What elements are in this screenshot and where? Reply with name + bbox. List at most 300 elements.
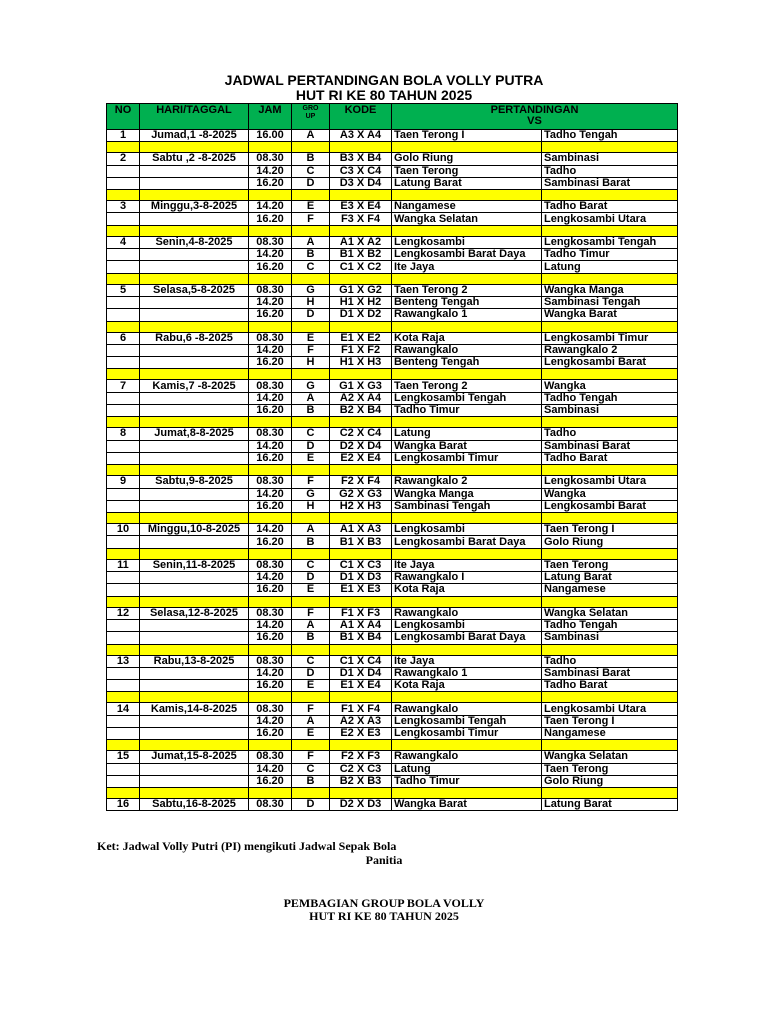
match-row xyxy=(107,236,678,248)
footer-panitia: Panitia xyxy=(365,853,403,867)
team-away-cell: Lengkosambi Tengah xyxy=(542,236,678,248)
day-date-cell: Rabu,13-8-2025 xyxy=(140,655,249,667)
match-time-cell: 14.20 xyxy=(249,296,292,308)
team-home-cell: Kota Raja xyxy=(392,584,542,596)
separator-cell xyxy=(542,548,678,559)
day-no-cell xyxy=(107,619,140,631)
match-row xyxy=(107,763,678,775)
day-no-cell: 15 xyxy=(107,751,140,763)
match-row xyxy=(107,284,678,296)
match-code-cell: E2 X E3 xyxy=(330,727,392,739)
separator-cell xyxy=(542,513,678,524)
team-home-cell: Lengkosambi Tengah xyxy=(392,715,542,727)
day-date-cell: Minggu,10-8-2025 xyxy=(140,524,249,536)
separator-cell xyxy=(107,740,140,751)
match-code-cell: A1 X A4 xyxy=(330,619,392,631)
match-row xyxy=(107,667,678,679)
match-group-cell: H xyxy=(292,296,330,308)
separator-cell xyxy=(392,190,542,201)
header-pertandingan-label: PERTANDINGAN xyxy=(490,104,579,116)
separator-cell xyxy=(392,692,542,703)
team-home-cell: Lengkosambi Barat Daya xyxy=(392,632,542,644)
day-date-cell xyxy=(140,500,249,512)
separator-cell xyxy=(249,740,292,751)
match-row xyxy=(107,261,678,273)
team-home-cell: Lengkosambi Timur xyxy=(392,727,542,739)
day-date-cell xyxy=(140,536,249,548)
separator-cell xyxy=(107,369,140,380)
separator-cell xyxy=(140,369,249,380)
match-time-cell: 16.20 xyxy=(249,177,292,189)
team-away-cell: Golo Riung xyxy=(542,775,678,787)
match-code-cell: B2 X B3 xyxy=(330,775,392,787)
day-date-cell xyxy=(140,488,249,500)
team-away-cell: Tadho Tengah xyxy=(542,392,678,404)
separator-cell xyxy=(249,513,292,524)
separator-row xyxy=(107,644,678,655)
separator-cell xyxy=(292,225,330,236)
team-away-cell: Wangka Selatan xyxy=(542,607,678,619)
match-time-cell: 16.20 xyxy=(249,309,292,321)
match-group-cell: G xyxy=(292,284,330,296)
separator-row xyxy=(107,548,678,559)
match-group-cell: A xyxy=(292,392,330,404)
team-away-cell: Tadho Tengah xyxy=(542,130,678,142)
match-row xyxy=(107,296,678,308)
separator-cell xyxy=(292,142,330,153)
day-no-cell xyxy=(107,452,140,464)
team-away-cell: Sambinasi xyxy=(542,632,678,644)
team-home-cell: Nangamese xyxy=(392,201,542,213)
team-away-cell: Tadho Tengah xyxy=(542,619,678,631)
day-date-cell xyxy=(140,632,249,644)
match-code-cell: D1 X D2 xyxy=(330,309,392,321)
match-group-cell: E xyxy=(292,452,330,464)
match-code-cell: C2 X C4 xyxy=(330,428,392,440)
separator-cell xyxy=(542,692,678,703)
match-time-cell: 16.20 xyxy=(249,213,292,225)
separator-cell xyxy=(107,596,140,607)
separator-cell xyxy=(542,273,678,284)
day-date-cell xyxy=(140,296,249,308)
match-time-cell: 16.20 xyxy=(249,261,292,273)
match-group-cell: G xyxy=(292,380,330,392)
match-code-cell: B3 X B4 xyxy=(330,153,392,165)
separator-row xyxy=(107,788,678,799)
match-row xyxy=(107,488,678,500)
team-away-cell: Sambinasi Barat xyxy=(542,667,678,679)
separator-cell xyxy=(542,788,678,799)
separator-cell xyxy=(330,190,392,201)
match-group-cell: C xyxy=(292,655,330,667)
day-date-cell xyxy=(140,261,249,273)
team-home-cell: Latung xyxy=(392,763,542,775)
separator-cell xyxy=(392,788,542,799)
team-home-cell: Lengkosambi Timur xyxy=(392,452,542,464)
team-away-cell: Tadho Barat xyxy=(542,680,678,692)
match-row xyxy=(107,799,678,811)
separator-cell xyxy=(249,273,292,284)
header-kode: KODE xyxy=(330,104,392,130)
separator-cell xyxy=(542,321,678,332)
separator-cell xyxy=(249,644,292,655)
match-row xyxy=(107,559,678,571)
match-row xyxy=(107,332,678,344)
match-time-cell: 14.20 xyxy=(249,572,292,584)
separator-cell xyxy=(249,548,292,559)
day-no-cell: 13 xyxy=(107,655,140,667)
separator-cell xyxy=(140,596,249,607)
separator-cell xyxy=(542,142,678,153)
separator-cell xyxy=(292,190,330,201)
header-group xyxy=(292,104,330,130)
match-code-cell: C1 X C3 xyxy=(330,559,392,571)
match-code-cell: D1 X D4 xyxy=(330,667,392,679)
match-group-cell: C xyxy=(292,261,330,273)
separator-row xyxy=(107,369,678,380)
team-home-cell: Rawangkalo xyxy=(392,344,542,356)
day-date-cell: Selasa,5-8-2025 xyxy=(140,284,249,296)
day-date-cell xyxy=(140,763,249,775)
team-away-cell: Nangamese xyxy=(542,727,678,739)
separator-row xyxy=(107,513,678,524)
day-date-cell: Selasa,12-8-2025 xyxy=(140,607,249,619)
team-away-cell: Lengkosambi Utara xyxy=(542,476,678,488)
separator-cell xyxy=(140,513,249,524)
match-group-cell: B xyxy=(292,405,330,417)
separator-cell xyxy=(292,788,330,799)
day-no-cell xyxy=(107,763,140,775)
team-home-cell: Lengkosambi xyxy=(392,524,542,536)
team-home-cell: Tadho Timur xyxy=(392,775,542,787)
separator-cell xyxy=(542,596,678,607)
day-date-cell: Minggu,3-8-2025 xyxy=(140,201,249,213)
separator-cell xyxy=(140,273,249,284)
schedule-subtitle: HUT RI KE 80 TAHUN 2025 xyxy=(295,87,473,103)
team-away-cell: Sambinasi Barat xyxy=(542,440,678,452)
match-code-cell: C2 X C3 xyxy=(330,763,392,775)
match-code-cell: F3 X F4 xyxy=(330,213,392,225)
match-code-cell: A3 X A4 xyxy=(330,130,392,142)
day-date-cell xyxy=(140,775,249,787)
day-date-cell xyxy=(140,715,249,727)
day-date-cell xyxy=(140,405,249,417)
match-row xyxy=(107,572,678,584)
match-group-cell: C xyxy=(292,165,330,177)
match-group-cell: B xyxy=(292,632,330,644)
team-home-cell: Sambinasi Tengah xyxy=(392,500,542,512)
team-home-cell: Kota Raja xyxy=(392,680,542,692)
team-away-cell: Wangka xyxy=(542,380,678,392)
day-date-cell: Senin,11-8-2025 xyxy=(140,559,249,571)
team-home-cell: Rawangkalo xyxy=(392,751,542,763)
team-home-cell: Latung xyxy=(392,428,542,440)
team-away-cell: Sambinasi Tengah xyxy=(542,296,678,308)
day-no-cell xyxy=(107,667,140,679)
separator-cell xyxy=(330,788,392,799)
match-code-cell: F2 X F3 xyxy=(330,751,392,763)
separator-cell xyxy=(330,142,392,153)
match-row xyxy=(107,680,678,692)
match-code-cell: D2 X D4 xyxy=(330,440,392,452)
team-away-cell: Wangka Barat xyxy=(542,309,678,321)
match-group-cell: F xyxy=(292,751,330,763)
separator-cell xyxy=(542,740,678,751)
team-away-cell: Tadho Barat xyxy=(542,452,678,464)
separator-cell xyxy=(249,321,292,332)
day-date-cell xyxy=(140,213,249,225)
separator-cell xyxy=(249,692,292,703)
separator-cell xyxy=(330,321,392,332)
separator-cell xyxy=(107,692,140,703)
table-header-row xyxy=(107,104,678,130)
day-date-cell xyxy=(140,680,249,692)
separator-row xyxy=(107,596,678,607)
separator-cell xyxy=(107,644,140,655)
match-group-cell: B xyxy=(292,536,330,548)
team-away-cell: Lengkosambi Barat xyxy=(542,357,678,369)
day-date-cell: Jumat,15-8-2025 xyxy=(140,751,249,763)
separator-cell xyxy=(249,788,292,799)
separator-cell xyxy=(249,369,292,380)
team-away-cell: Tadho Timur xyxy=(542,249,678,261)
team-home-cell: Rawangkalo 1 xyxy=(392,667,542,679)
match-code-cell: G2 X G3 xyxy=(330,488,392,500)
match-code-cell: H1 X H2 xyxy=(330,296,392,308)
team-home-cell: Wangka Barat xyxy=(392,799,542,811)
team-home-cell: Ite Jaya xyxy=(392,559,542,571)
schedule-table xyxy=(106,103,678,811)
match-group-cell: E xyxy=(292,201,330,213)
team-home-cell: Taen Terong 2 xyxy=(392,380,542,392)
day-no-cell xyxy=(107,440,140,452)
separator-cell xyxy=(107,788,140,799)
match-row xyxy=(107,775,678,787)
separator-cell xyxy=(249,465,292,476)
team-away-cell: Tadho Barat xyxy=(542,201,678,213)
match-row xyxy=(107,703,678,715)
day-no-cell xyxy=(107,500,140,512)
team-home-cell: Taen Terong 2 xyxy=(392,284,542,296)
day-date-cell: Sabtu,9-8-2025 xyxy=(140,476,249,488)
separator-cell xyxy=(330,644,392,655)
separator-cell xyxy=(140,644,249,655)
separator-row xyxy=(107,142,678,153)
match-group-cell: D xyxy=(292,572,330,584)
separator-cell xyxy=(392,273,542,284)
separator-row xyxy=(107,273,678,284)
match-group-cell: E xyxy=(292,332,330,344)
match-group-cell: E xyxy=(292,727,330,739)
match-code-cell: B2 X B4 xyxy=(330,405,392,417)
match-group-cell: F xyxy=(292,607,330,619)
match-row xyxy=(107,440,678,452)
match-time-cell: 14.20 xyxy=(249,201,292,213)
match-row xyxy=(107,177,678,189)
match-group-cell: A xyxy=(292,619,330,631)
match-group-cell: A xyxy=(292,236,330,248)
match-row xyxy=(107,344,678,356)
match-code-cell: D3 X D4 xyxy=(330,177,392,189)
match-row xyxy=(107,655,678,667)
team-away-cell: Lengkosambi Barat xyxy=(542,500,678,512)
day-date-cell xyxy=(140,619,249,631)
team-home-cell: Lengkosambi xyxy=(392,619,542,631)
separator-cell xyxy=(392,596,542,607)
separator-cell xyxy=(249,596,292,607)
day-date-cell: Senin,4-8-2025 xyxy=(140,236,249,248)
team-away-cell: Tadho xyxy=(542,655,678,667)
match-code-cell: D2 X D3 xyxy=(330,799,392,811)
match-row xyxy=(107,201,678,213)
day-date-cell: Rabu,6 -8-2025 xyxy=(140,332,249,344)
separator-cell xyxy=(392,321,542,332)
separator-cell xyxy=(292,369,330,380)
team-home-cell: Wangka Barat xyxy=(392,440,542,452)
match-row xyxy=(107,392,678,404)
match-group-cell: F xyxy=(292,703,330,715)
match-time-cell: 16.20 xyxy=(249,452,292,464)
match-time-cell: 14.20 xyxy=(249,392,292,404)
match-group-cell: G xyxy=(292,488,330,500)
match-time-cell: 16.20 xyxy=(249,357,292,369)
day-date-cell: Kamis,14-8-2025 xyxy=(140,703,249,715)
day-date-cell: Jumad,1 -8-2025 xyxy=(140,130,249,142)
match-row xyxy=(107,536,678,548)
match-group-cell: C xyxy=(292,763,330,775)
match-code-cell: B1 X B3 xyxy=(330,536,392,548)
match-group-cell: H xyxy=(292,357,330,369)
day-date-cell xyxy=(140,344,249,356)
header-hari: HARI/TAGGAL xyxy=(140,104,249,130)
team-home-cell: Rawangkalo I xyxy=(392,572,542,584)
separator-cell xyxy=(542,465,678,476)
team-away-cell: Taen Terong I xyxy=(542,524,678,536)
match-group-cell: E xyxy=(292,584,330,596)
separator-cell xyxy=(107,190,140,201)
separator-cell xyxy=(330,596,392,607)
team-away-cell: Lengkosambi Utara xyxy=(542,213,678,225)
match-row xyxy=(107,405,678,417)
match-code-cell: B1 X B2 xyxy=(330,249,392,261)
separator-row xyxy=(107,465,678,476)
separator-cell xyxy=(392,417,542,428)
separator-cell xyxy=(330,465,392,476)
match-row xyxy=(107,632,678,644)
team-away-cell: Taen Terong I xyxy=(542,715,678,727)
match-time-cell: 08.30 xyxy=(249,380,292,392)
team-away-cell: Rawangkalo 2 xyxy=(542,344,678,356)
match-code-cell: C1 X C4 xyxy=(330,655,392,667)
separator-cell xyxy=(392,142,542,153)
separator-cell xyxy=(292,513,330,524)
separator-cell xyxy=(542,190,678,201)
separator-cell xyxy=(292,321,330,332)
match-group-cell: F xyxy=(292,213,330,225)
day-no-cell xyxy=(107,165,140,177)
team-away-cell: Lengkosambi Timur xyxy=(542,332,678,344)
team-away-cell: Lengkosambi Utara xyxy=(542,703,678,715)
day-no-cell: 6 xyxy=(107,332,140,344)
match-time-cell: 16.20 xyxy=(249,775,292,787)
day-no-cell xyxy=(107,177,140,189)
day-no-cell: 10 xyxy=(107,524,140,536)
day-date-cell xyxy=(140,177,249,189)
day-no-cell: 4 xyxy=(107,236,140,248)
separator-cell xyxy=(140,190,249,201)
match-group-cell: B xyxy=(292,249,330,261)
match-row xyxy=(107,727,678,739)
separator-cell xyxy=(330,369,392,380)
day-date-cell xyxy=(140,392,249,404)
match-time-cell: 14.20 xyxy=(249,249,292,261)
day-date-cell xyxy=(140,727,249,739)
match-code-cell: A1 X A3 xyxy=(330,524,392,536)
match-group-cell: B xyxy=(292,153,330,165)
team-home-cell: Benteng Tengah xyxy=(392,357,542,369)
match-group-cell: F xyxy=(292,476,330,488)
match-row xyxy=(107,476,678,488)
separator-cell xyxy=(140,225,249,236)
team-away-cell: Taen Terong xyxy=(542,559,678,571)
separator-cell xyxy=(542,644,678,655)
separator-row xyxy=(107,225,678,236)
match-code-cell: A1 X A2 xyxy=(330,236,392,248)
match-group-cell: A xyxy=(292,524,330,536)
match-code-cell: F1 X F3 xyxy=(330,607,392,619)
match-code-cell: D1 X D3 xyxy=(330,572,392,584)
match-time-cell: 08.30 xyxy=(249,607,292,619)
day-date-cell xyxy=(140,584,249,596)
day-no-cell: 2 xyxy=(107,153,140,165)
match-time-cell: 08.30 xyxy=(249,236,292,248)
match-time-cell: 14.20 xyxy=(249,715,292,727)
match-time-cell: 14.20 xyxy=(249,488,292,500)
day-no-cell xyxy=(107,632,140,644)
separator-cell xyxy=(330,273,392,284)
separator-cell xyxy=(542,369,678,380)
day-date-cell: Jumat,8-8-2025 xyxy=(140,428,249,440)
match-row xyxy=(107,309,678,321)
match-time-cell: 14.20 xyxy=(249,524,292,536)
match-group-cell: A xyxy=(292,130,330,142)
separator-cell xyxy=(292,692,330,703)
match-code-cell: C1 X C2 xyxy=(330,261,392,273)
day-no-cell xyxy=(107,261,140,273)
separator-cell xyxy=(330,740,392,751)
match-group-cell: C xyxy=(292,559,330,571)
separator-cell xyxy=(292,417,330,428)
separator-cell xyxy=(392,369,542,380)
separator-cell xyxy=(140,788,249,799)
separator-cell xyxy=(249,190,292,201)
team-home-cell: Taen Terong I xyxy=(392,130,542,142)
match-row xyxy=(107,213,678,225)
team-away-cell: Wangka Manga xyxy=(542,284,678,296)
separator-cell xyxy=(107,465,140,476)
day-date-cell xyxy=(140,309,249,321)
day-no-cell: 16 xyxy=(107,799,140,811)
team-home-cell: Kota Raja xyxy=(392,332,542,344)
match-code-cell: E3 X E4 xyxy=(330,201,392,213)
day-no-cell: 14 xyxy=(107,703,140,715)
match-code-cell: E2 X E4 xyxy=(330,452,392,464)
day-no-cell xyxy=(107,213,140,225)
day-no-cell xyxy=(107,680,140,692)
separator-cell xyxy=(107,417,140,428)
team-away-cell: Taen Terong xyxy=(542,763,678,775)
match-row xyxy=(107,715,678,727)
